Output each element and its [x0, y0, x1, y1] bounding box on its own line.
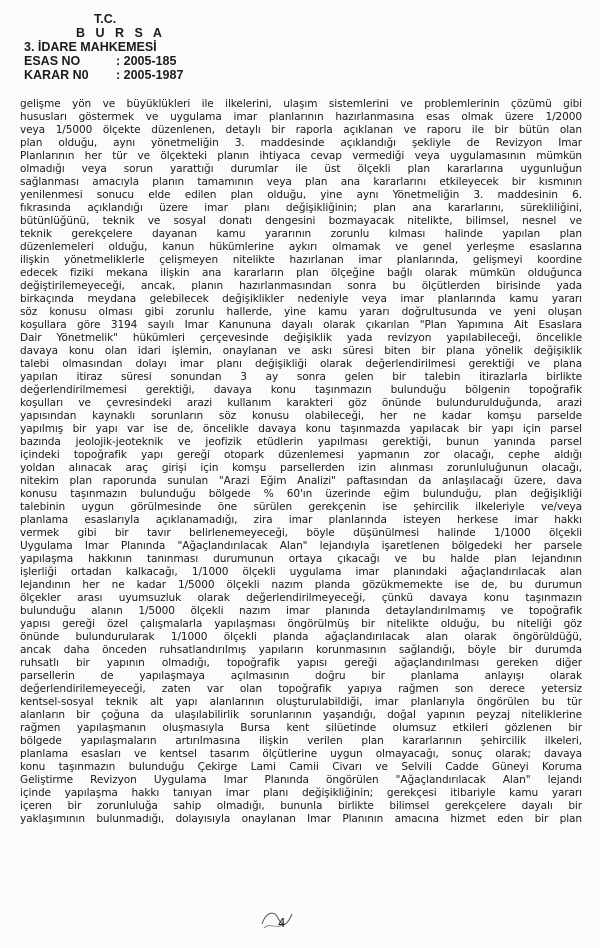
header-esas-row — [24, 54, 284, 68]
body-text-line: ruhsatlı bir yapının olmadığı, topoğrafik yapısı gereği ağaçlandırılması gereken diğer — [20, 657, 582, 669]
body-text-line: lejandının her ne kadar 1/5000 ölçekli nazım planda gözükmemekte ise de, bu durumun — [20, 579, 582, 591]
body-text-line: parsellerin de yapılaşmaya açılmasının doğru bir planlama anlayışı olarak — [20, 670, 582, 682]
body-text-line: yapısı gereği özel çalışmalarla yapılaşması öngörülmüş bir nitelikte olduğu, bu niteliği göz — [20, 618, 582, 630]
esas-value: : 2005-185 — [116, 54, 177, 68]
body-text-line: bütünlüğünü, teknik ve sosyal donatı dengesini bozmayacak nitelikte, bilimsel, nesnel ve — [20, 215, 582, 227]
body-text-line: birkaçında meydana gelebilecek değişiklikler nedeniyle veya imar planlarında kamu yararı — [20, 293, 582, 305]
body-text-line: plan olduğu, aynı yönetmeliğin 3. maddesinde açıklandığı şekliyle de Revizyon İmar — [20, 137, 582, 149]
body-text-line: içeren bir zorunluluğa sahip olmadığı, bununla birlikte bilimsel gerekçelere dayalı bir — [20, 800, 582, 812]
body-text-line: teknik gerekçelere dayanan kamu yararının zorunlu kılması halinde yapılan plan — [20, 228, 582, 240]
body-text-line: bulunduğu alanın 1/5000 ölçekli nazım imar planında detaylandırılmamış ve topoğrafik — [20, 605, 582, 617]
body-text-line: bazında jeolojik-jeoteknik ve jeofizik etüdlerin yapılması gerektiği, bunun yanında parsel — [20, 436, 582, 448]
header-city: B U R S A — [76, 26, 166, 40]
body-text-line: kentsel-sosyal teknik alt yapı alanlarının oluşturulabildiği, imar planlarıyla öngörülen bu tür — [20, 696, 582, 708]
body-text-line: yaklaşımının bulunmadığı, dolayısıyla onaylanan İmar Planının amacına hizmet eden bir plan — [20, 813, 582, 825]
body-text-line: değerlendirilmemesi gerektiği, davaya konu taşınmazın bulunduğu bölgenin topoğrafik — [20, 384, 582, 396]
body-text-line: Geliştirme Revizyon Uygulama İmar Planında öngörülen "Ağaçlandırılacak Alan" lejandı — [20, 774, 582, 786]
body-text-line: Dair Yönetmelik" hükümleri çerçevesinde değişiklik yada revizyon yapılabileceği, öncelikle — [20, 332, 582, 344]
body-text-line: içindeki topoğrafik yapı gereği otopark düzenlemesi yapmanın zor olacağı, cephe aldığı — [20, 449, 582, 461]
body-text-line: değerlendirilemeyeceği, zaten var olan topoğrafik yapıya rağmen son derece yetersiz — [20, 683, 582, 695]
body-text-line: fıkrasında açıklandığı üzere imar planı değişikliğinin; plan ana kararlarını, sürekliliğini, — [20, 202, 582, 214]
body-text-line: ölçekler arası uyumsuzluk olarak değerlendirilmeyeceği, çünkü davaya konu taşınmazın — [20, 592, 582, 604]
esas-label: ESAS NO — [24, 54, 81, 68]
body-text-line: alanların bir çoğuna da ulaşılabilirlik sorunlarının yaşandığı, doğal yapının peyzaj niteliklerine — [20, 709, 582, 721]
header-court-name: 3. İDARE MAHKEMESİ — [24, 40, 157, 54]
karar-value: : 2005-1987 — [116, 68, 184, 82]
header-country: T.C. — [94, 12, 117, 26]
body-text-line: yapılmış bir yapı var ise de, öncelikle davaya konu taşınmazda yapılacak bir yapı için parsel — [20, 423, 582, 435]
body-text-line: ilişkin yönetmeliklerle çelişmeyen nitelikte hazırlanan imar planlarında, gelişmeyi koordine — [20, 254, 582, 266]
body-text-line: değiştirilemeyeceği, ancak, planın hazırlanmasından sonra bu ölçütlerden birisinde yada — [20, 280, 582, 292]
body-text-line: davaya konu olan idari işlemin, onaylanan ve askı süresi biten bir plana yönelik değişiklik — [20, 345, 582, 357]
body-text-line: gelişme yön ve büyüklükleri ile ilkelerini, ulaşım sistemlerini ve problemlerinin çözümü gibi — [20, 98, 582, 110]
body-text-line: işlerliği ortadan kalkacağı, 1/1000 ölçekli uygulama imar planındaki ağaçlandırılacak alan — [20, 566, 582, 578]
page-number: 4 — [278, 916, 286, 930]
body-text-line: rağmen yapılaşmanın oluşmasıyla Bursa kent silüetinde olumsuz etkileri gözlenen bir — [20, 722, 582, 734]
body-text-line: sağlanması amacıyla planın tamamının veya plan ana kararlarını etkileyecek bir kısmının — [20, 176, 582, 188]
body-text-line: söz konusu olması gibi zorunlu hallerde, yine kamu yararı doğrultusunda ve yeni oluşan — [20, 306, 582, 318]
header-karar-row — [24, 68, 284, 82]
body-text-line: yenilenmesi sonucu elde edilen plan olduğu, yine aynı Yönetmeliğin 3. maddesinin 6. — [20, 189, 582, 201]
body-text-line: koşullara göre 3194 sayılı İmar Kanununa dayalı olarak çıkarılan "Plan Yapımına Ait Esaslara — [20, 319, 582, 331]
body-text-line: olmadığı veya sorun yarattığı durumlar ile üst ölçekli plan kararlarına uygunluğun — [20, 163, 582, 175]
karar-label: KARAR N0 — [24, 68, 89, 82]
body-text-line: edecek fiziki mekana ilişkin ana kararların plan ölçeğine bağlı olarak mümkün olduğunca — [20, 267, 582, 279]
body-text-line: Planlarının her tür ve ölçekteki planın ihtiyaca cevap vermediği veya uygulamasının mümkün — [20, 150, 582, 162]
body-text-line: konu taşınmazın bulunduğu Çekirge Lami Camii Civarı ve Selvili Cadde Güneyi Koruma — [20, 761, 582, 773]
body-text-line: nitekim plan raporunda sunulan "Arazi Eğim Analizi" paftasından da anlaşılacağı üzere, dava — [20, 475, 582, 487]
body-text-line: önünde bulundurularak 1/1000 ölçekli planda ağaçlandırılacak alan olarak öngörüldüğü, — [20, 631, 582, 643]
body-text-line: yapılaşma hakkının tanınması durumunun ortaya çıkacağı ve bu halde plan lejandının — [20, 553, 582, 565]
court-header — [24, 12, 284, 82]
body-text-line: veya 1/5000 ölçekte düzenlenen, detaylı bir raporla açıklanan ve raporu ile bir bütün olan — [20, 124, 582, 136]
body-text-line: içinde yapılaşma hakkı tanıyan imar planı değişikliğinin; gerekçesi itibariyle kamu yararı — [20, 787, 582, 799]
body-text-line: talebi olmasından dolayı imar planı değişikliği olarak değerlendirilmesi gerektiği ve plana — [20, 358, 582, 370]
body-text-line: planlama esasları ve kentsel tasarım ölçütlerine uygun olmayacağı, sonuç olarak; davaya — [20, 748, 582, 760]
body-text-line: yapısından kaynaklı sorunların söz konusu olabileceği, her ne kadar komşu parselde — [20, 410, 582, 422]
body-text-line: planlama esaslarıyla açıklanamadığı, zira imar planlarında isteyen herkese imar hakkı — [20, 514, 582, 526]
signature-stamp-mark — [256, 904, 296, 934]
body-text-line: ancak daha önceden ruhsatlandırılmış yapıların korunmasının sağlandığı, böyle bir durumda — [20, 644, 582, 656]
body-text-line: yoldan alınacak araç girişi için komşu parsellerden izin alınması zorunluluğunun olacağı, — [20, 462, 582, 474]
body-text-line: hususları göstermek ve uygulama imar planlarının hazırlanmasına esas olmak üzere 1/2000 — [20, 111, 582, 123]
body-text-line: koşulları ve çevresindeki arazi kullanım karakteri göz önünde bulundurulduğunda, arazi — [20, 397, 582, 409]
body-text-line: Uygulama İmar Planında "Ağaçlandırılacak Alan" lejandıyla işaretlenen bölgedeki her parsele — [20, 540, 582, 552]
decision-body-text — [20, 98, 582, 826]
body-text-line: düzenlemeleri olduğu, kanun hükümlerine aykırı olmamak ve genel yerleşme esaslarına — [20, 241, 582, 253]
body-text-line: konusu taşınmazın bulunduğu bölgede % 60'ın üzerinde eğim bulunduğu, plan değişikliği — [20, 488, 582, 500]
body-text-line: yapılan itiraz süresi sonundan 3 ay sonra gelen bir talebin itirazlarla birlikte — [20, 371, 582, 383]
body-text-line: talebinin uygun görülmesinde öne sürülen gerekçenin ise şehircilik ilkeleriyle ve/veya — [20, 501, 582, 513]
body-text-line: bölgede yapılaşmaların artırılmasına ilişkin verilen plan kararlarının şehircilik ilkeleri, — [20, 735, 582, 747]
body-text-line: vermek gibi bir tavır belirlenemeyeceği, böyle düşünülmesi halinde 1/1000 ölçekli — [20, 527, 582, 539]
